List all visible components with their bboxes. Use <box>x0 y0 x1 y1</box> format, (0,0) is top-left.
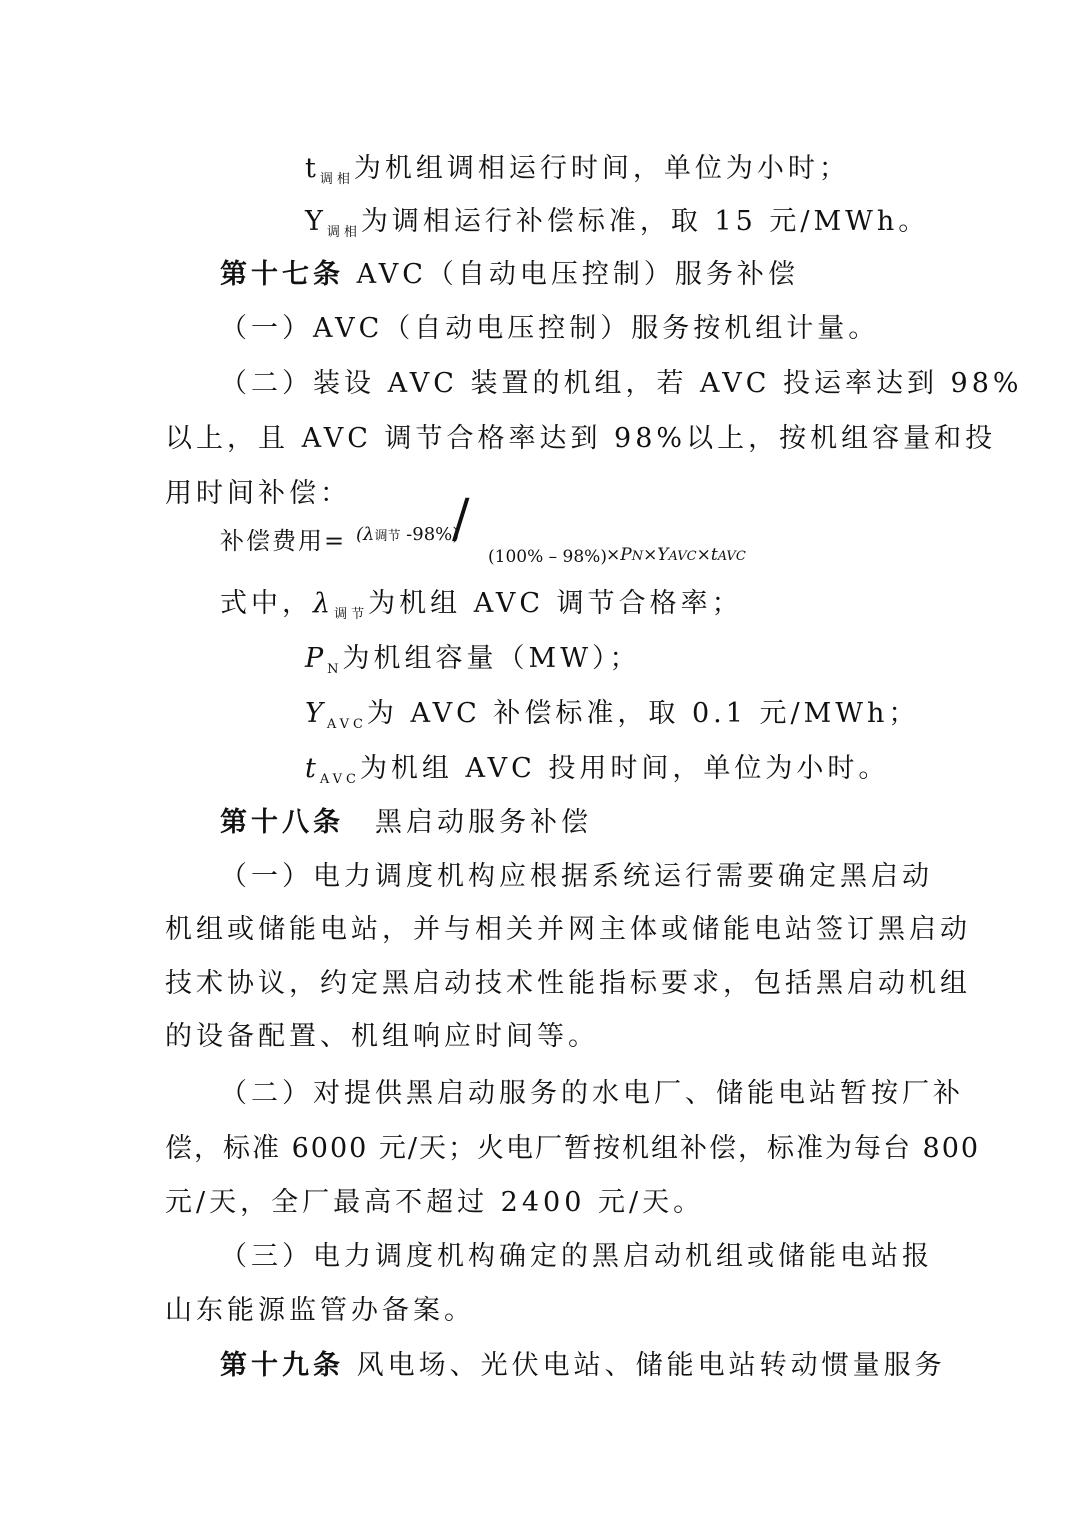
article-number: 第十八条 <box>220 807 344 838</box>
text: 为机组容量（MW）； <box>342 643 641 674</box>
subscript: AVC <box>326 717 367 732</box>
fraction-slash: / <box>452 489 470 549</box>
article-title: 风电场、光伏电站、储能电站转动惯量服务 <box>344 1350 946 1381</box>
subscript: 调节 <box>334 607 369 622</box>
line-2 <box>305 205 929 244</box>
subscript: N <box>631 549 644 564</box>
article-18-heading <box>220 806 592 840</box>
formula-denominator: (100% – 98%) <box>488 547 607 567</box>
line-6: 以上，且 AVC 调节合格率达到 98%以上，按机组容量和投 <box>165 423 997 454</box>
line-20: （三）电力调度机构确定的黑启动机组或储能电站报 <box>220 1241 933 1272</box>
var-t: t <box>305 753 320 784</box>
formula-tail <box>606 538 746 574</box>
line-21: 山东能源监管办备案。 <box>165 1295 475 1326</box>
text: 为机组 AVC 调节合格率； <box>368 588 743 619</box>
line-4: （一）AVC（自动电压控制）服务按机组计量。 <box>220 313 880 344</box>
t-term: ×t <box>696 545 718 565</box>
line-18: 偿，标准 6000 元/天；火电厂暂按机组补偿，标准为每台 800 <box>165 1133 981 1164</box>
article-title: 黑启动服务补偿 <box>344 807 592 838</box>
subscript: N <box>327 662 343 677</box>
article-number: 第十九条 <box>220 1350 344 1381</box>
subscript: 调相 <box>326 225 361 240</box>
line-16: 的设备配置、机组响应时间等。 <box>165 1021 599 1052</box>
text: 式中， <box>220 588 313 619</box>
numerator-rest: -98%) <box>400 524 460 545</box>
lambda: (λ <box>356 524 375 545</box>
text: 为机组 AVC 投用时间，单位为小时。 <box>359 753 890 784</box>
line-15: 技术协议，约定黑启动技术性能指标要求，包括黑启动机组 <box>165 968 971 999</box>
line-8 <box>220 587 743 626</box>
var-y: Y <box>305 206 327 237</box>
text: 为 AVC 补偿标准，取 0.1 元/MWh； <box>366 698 920 729</box>
p-term: ×P <box>606 545 632 565</box>
y-term: ×Y <box>643 545 669 565</box>
subscript: 调节 <box>374 529 401 544</box>
subscript: AVC <box>668 549 697 564</box>
line-17: （二）对提供黑启动服务的水电厂、储能电站暂按厂补 <box>220 1078 964 1109</box>
line-10 <box>305 697 919 736</box>
article-number: 第十七条 <box>220 259 344 290</box>
line-5: （二）装设 AVC 装置的机组，若 AVC 投运率达到 98% <box>220 368 1023 399</box>
var-t: t <box>305 153 320 184</box>
article-title: AVC（自动电压控制）服务补偿 <box>344 259 799 290</box>
line-1 <box>305 152 850 191</box>
line-19: 元/天，全厂最高不超过 2400 元/天。 <box>165 1187 705 1218</box>
line-14: 机组或储能电站，并与相关并网主体或储能电站签订黑启动 <box>165 914 971 945</box>
subscript: AVC <box>319 772 360 787</box>
var-y: Y <box>305 698 327 729</box>
line-9 <box>305 642 640 681</box>
line-11 <box>305 752 889 791</box>
article-17-heading <box>220 258 799 292</box>
formula-label: 补偿费用= <box>220 527 347 555</box>
text: 为调相运行补偿标准，取 15 元/MWh。 <box>360 206 930 237</box>
subscript: AVC <box>717 549 746 564</box>
line-13: （一）电力调度机构应根据系统运行需要确定黑启动 <box>220 861 933 892</box>
lambda: λ <box>313 588 335 619</box>
line-7: 用时间补偿： <box>165 478 351 509</box>
compensation-formula <box>220 489 780 568</box>
formula-numerator <box>356 518 459 554</box>
subscript: 调相 <box>319 172 354 187</box>
text: 为机组调相运行时间，单位为小时； <box>353 153 850 184</box>
var-p: P <box>305 643 328 674</box>
article-19-heading <box>220 1349 946 1383</box>
